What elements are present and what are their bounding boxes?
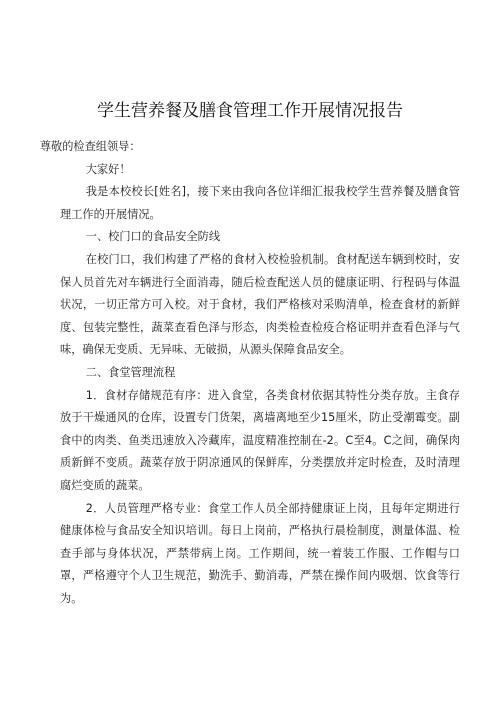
document-body (39, 136, 460, 610)
greeting: 大家好！ (85, 162, 131, 176)
document-title: 学生营养餐及膳食管理工作开展情况报告 (97, 101, 403, 121)
intro-paragraph: 我是本校校长[姓名]，接下来由我向各位详细汇报我校学生营养餐及膳食管理工作的开展情况。 (60, 185, 460, 221)
section-1-heading: 一、校门口的食品安全防线 (85, 230, 221, 244)
salutation: 尊敬的检查组领导： (39, 140, 141, 153)
section-1-paragraph: 在校门口，我们构建了严格的食材入校检验机制。食材配送车辆到校时，安保人员首先对车辆进行全面消毒，随后检查配送人员的健康证明、行程码与体温状况，一切正常方可入校。对于食材，我们严格核对采购清单，检查食材的新鲜度、包装完整性，蔬菜查看色泽与形态，肉类检查检疫合格证明并查看色泽与气味，确保无变质、无异味、无破损，从源头保障食品安全。 (60, 252, 460, 357)
section-2-item-1: 1．食材存储规范有序：进入食堂，各类食材依据其特性分类存放。主食存放于干燥通风的仓库，设置专门货架，离墙离地至少15厘米，防止受潮霉变。副食中的肉类、鱼类迅速放入冷藏库，温度精准控制在-2。C至4。C之间，确保肉质新鲜不变质。蔬菜存放于阴凉通风的保鲜库，分类摆放并定时检查，及时清理腐烂变质的蔬菜。 (60, 388, 460, 492)
section-2-item-2: 2．人员管理严格专业：食堂工作人员全部持健康证上岗，且每年定期进行健康体检与食品安全知识培训。每日上岗前，严格执行晨检制度，测量体温、检查手部与身体状况，严禁带病上岗。工作期间，统一着装工作服、工作帽与口罩，严格遵守个人卫生规范，勤洗手、勤消毒，严禁在操作间内吸烟、饮食等行为。 (60, 501, 460, 605)
section-2-heading: 二、食堂管理流程 (85, 365, 176, 379)
